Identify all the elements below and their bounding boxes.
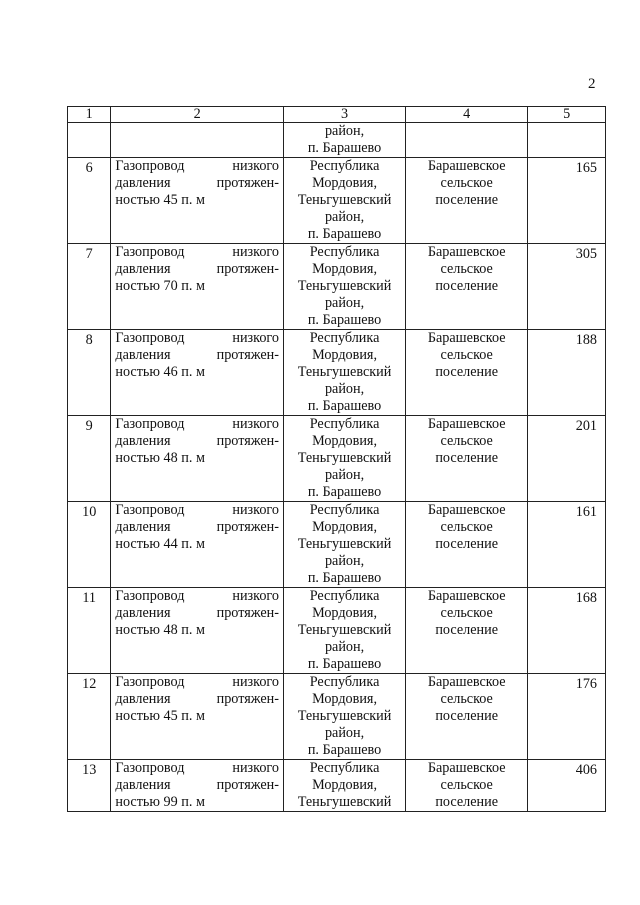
column-header-3: 3 xyxy=(283,107,405,123)
description-line: давления протяжен- xyxy=(115,433,279,449)
value: 406 xyxy=(575,762,597,778)
location-line: Мордовия, xyxy=(312,175,378,191)
table-row xyxy=(68,158,606,244)
location-line: Республика xyxy=(309,244,380,260)
description-line: давления протяжен- xyxy=(115,347,279,363)
settlement-line: поселение xyxy=(435,450,498,466)
settlement-line: Барашевское xyxy=(427,158,506,174)
location-line: Теньгушевский xyxy=(297,708,392,724)
description-line: Газопровод низкого xyxy=(115,588,279,604)
description-cell xyxy=(111,502,284,588)
location-line: п. Барашево xyxy=(307,656,382,672)
value: 201 xyxy=(575,418,597,434)
settlement-line: поселение xyxy=(435,622,498,638)
location-line: п. Барашево xyxy=(307,742,382,758)
location-line: Теньгушевский xyxy=(297,364,392,380)
settlement-line: сельское xyxy=(440,605,493,621)
location-line: Мордовия, xyxy=(312,347,378,363)
value: 168 xyxy=(575,590,597,606)
description-line: давления протяжен- xyxy=(115,777,279,793)
description-line: давления протяжен- xyxy=(115,605,279,621)
description-line: Газопровод низкого xyxy=(115,674,279,690)
settlement-line: Барашевское xyxy=(427,416,506,432)
description-line: Газопровод низкого xyxy=(115,502,279,518)
description-line: ностью 48 п. м xyxy=(115,450,205,466)
settlement-line: сельское xyxy=(440,433,493,449)
table-row xyxy=(68,244,606,330)
settlement-line: Барашевское xyxy=(427,244,506,260)
continuation-location-cell xyxy=(283,123,405,158)
row-number-cell xyxy=(68,330,111,416)
row-number: 12 xyxy=(82,676,97,692)
location-cell xyxy=(283,158,405,244)
row-number-cell xyxy=(68,158,111,244)
value-cell xyxy=(528,760,606,812)
settlement-line: сельское xyxy=(440,519,493,535)
continuation-settlement-cell xyxy=(406,123,528,158)
settlement-line: поселение xyxy=(435,536,498,552)
settlement-cell xyxy=(406,330,528,416)
description-line: Газопровод низкого xyxy=(115,330,279,346)
settlement-line: поселение xyxy=(435,192,498,208)
description-cell xyxy=(111,244,284,330)
continuation-desc-cell xyxy=(111,123,284,158)
table-body xyxy=(68,123,606,812)
row-number-cell xyxy=(68,244,111,330)
value: 161 xyxy=(575,504,597,520)
value-cell xyxy=(528,244,606,330)
location-line: Республика xyxy=(309,760,380,776)
column-header-5: 5 xyxy=(528,107,606,123)
row-number: 6 xyxy=(85,160,93,176)
settlement-cell xyxy=(406,588,528,674)
continuation-value-cell xyxy=(528,123,606,158)
location-line: район, xyxy=(324,123,365,139)
settlement-line: Барашевское xyxy=(427,502,506,518)
settlement-line: сельское xyxy=(440,175,493,191)
description-line: Газопровод низкого xyxy=(115,760,279,776)
settlement-line: Барашевское xyxy=(427,760,506,776)
value-cell xyxy=(528,416,606,502)
location-cell xyxy=(283,244,405,330)
settlement-cell xyxy=(406,158,528,244)
location-line: п. Барашево xyxy=(307,312,382,328)
location-line: Теньгушевский xyxy=(297,450,392,466)
column-header-2: 2 xyxy=(111,107,284,123)
settlement-cell xyxy=(406,674,528,760)
location-line: район, xyxy=(324,639,365,655)
table-row xyxy=(68,674,606,760)
location-line: район, xyxy=(324,381,365,397)
location-cell xyxy=(283,760,405,812)
row-number: 9 xyxy=(85,418,93,434)
settlement-cell xyxy=(406,502,528,588)
location-line: Теньгушевский xyxy=(297,794,392,810)
location-line: п. Барашево xyxy=(307,570,382,586)
row-number: 7 xyxy=(85,246,93,262)
value-cell xyxy=(528,674,606,760)
value: 188 xyxy=(575,332,597,348)
value-cell xyxy=(528,330,606,416)
location-line: район, xyxy=(324,295,365,311)
location-line: Мордовия, xyxy=(312,691,378,707)
value: 165 xyxy=(575,160,597,176)
description-line: ностью 70 п. м xyxy=(115,278,205,294)
description-line: ностью 99 п. м xyxy=(115,794,205,810)
column-number-header-row xyxy=(68,107,606,123)
description-line: ностью 48 п. м xyxy=(115,622,205,638)
location-line: Республика xyxy=(309,588,380,604)
page-number: 2 xyxy=(588,76,596,92)
location-line: Республика xyxy=(309,502,380,518)
settlement-line: поселение xyxy=(435,278,498,294)
row-number-cell xyxy=(68,760,111,812)
description-line: ностью 45 п. м xyxy=(115,192,205,208)
location-line: Теньгушевский xyxy=(297,622,392,638)
row-number: 11 xyxy=(82,590,97,606)
location-line: район, xyxy=(324,209,365,225)
location-line: Теньгушевский xyxy=(297,192,392,208)
location-line: п. Барашево xyxy=(307,484,382,500)
location-line: Республика xyxy=(309,416,380,432)
value-cell xyxy=(528,588,606,674)
settlement-line: сельское xyxy=(440,777,493,793)
description-line: давления протяжен- xyxy=(115,691,279,707)
location-cell xyxy=(283,588,405,674)
description-cell xyxy=(111,588,284,674)
location-line: Мордовия, xyxy=(312,519,378,535)
settlement-cell xyxy=(406,416,528,502)
location-line: Республика xyxy=(309,674,380,690)
description-cell xyxy=(111,416,284,502)
value: 176 xyxy=(575,676,597,692)
row-number: 13 xyxy=(82,762,97,778)
row-number-cell xyxy=(68,416,111,502)
location-cell xyxy=(283,416,405,502)
location-line: район, xyxy=(324,725,365,741)
location-line: Мордовия, xyxy=(312,777,378,793)
settlement-line: поселение xyxy=(435,794,498,810)
description-line: Газопровод низкого xyxy=(115,158,279,174)
settlement-line: Барашевское xyxy=(427,674,506,690)
row-number-cell xyxy=(68,502,111,588)
location-line: район, xyxy=(324,467,365,483)
row-number: 10 xyxy=(82,504,97,520)
location-line: Мордовия, xyxy=(312,261,378,277)
description-line: давления протяжен- xyxy=(115,519,279,535)
row-number-cell xyxy=(68,674,111,760)
location-cell xyxy=(283,674,405,760)
value: 305 xyxy=(575,246,597,262)
row-number-cell xyxy=(68,588,111,674)
description-line: Газопровод низкого xyxy=(115,244,279,260)
column-header-4: 4 xyxy=(406,107,528,123)
description-cell xyxy=(111,674,284,760)
settlement-line: сельское xyxy=(440,261,493,277)
value-cell xyxy=(528,502,606,588)
settlement-line: Барашевское xyxy=(427,588,506,604)
settlement-line: сельское xyxy=(440,347,493,363)
gas-pipeline-table xyxy=(67,106,606,812)
location-line: Теньгушевский xyxy=(297,536,392,552)
table-row xyxy=(68,416,606,502)
continuation-row xyxy=(68,123,606,158)
location-line: Теньгушевский xyxy=(297,278,392,294)
table-row xyxy=(68,330,606,416)
description-line: Газопровод низкого xyxy=(115,416,279,432)
description-cell xyxy=(111,330,284,416)
continuation-num-cell xyxy=(68,123,111,158)
settlement-cell xyxy=(406,760,528,812)
settlement-line: поселение xyxy=(435,708,498,724)
location-line: Мордовия, xyxy=(312,605,378,621)
value-cell xyxy=(528,158,606,244)
table-row xyxy=(68,760,606,812)
settlement-line: сельское xyxy=(440,691,493,707)
description-line: давления протяжен- xyxy=(115,261,279,277)
description-cell xyxy=(111,158,284,244)
description-line: ностью 45 п. м xyxy=(115,708,205,724)
settlement-line: поселение xyxy=(435,364,498,380)
location-line: п. Барашево xyxy=(307,398,382,414)
location-line: Мордовия, xyxy=(312,433,378,449)
location-line: Республика xyxy=(309,158,380,174)
location-line: п. Барашево xyxy=(307,140,382,156)
settlement-cell xyxy=(406,244,528,330)
table-row xyxy=(68,502,606,588)
description-cell xyxy=(111,760,284,812)
column-header-1: 1 xyxy=(68,107,111,123)
location-line: Республика xyxy=(309,330,380,346)
location-line: п. Барашево xyxy=(307,226,382,242)
location-cell xyxy=(283,502,405,588)
settlement-line: Барашевское xyxy=(427,330,506,346)
description-line: ностью 46 п. м xyxy=(115,364,205,380)
description-line: ностью 44 п. м xyxy=(115,536,205,552)
row-number: 8 xyxy=(85,332,93,348)
location-cell xyxy=(283,330,405,416)
table-row xyxy=(68,588,606,674)
description-line: давления протяжен- xyxy=(115,175,279,191)
location-line: район, xyxy=(324,553,365,569)
